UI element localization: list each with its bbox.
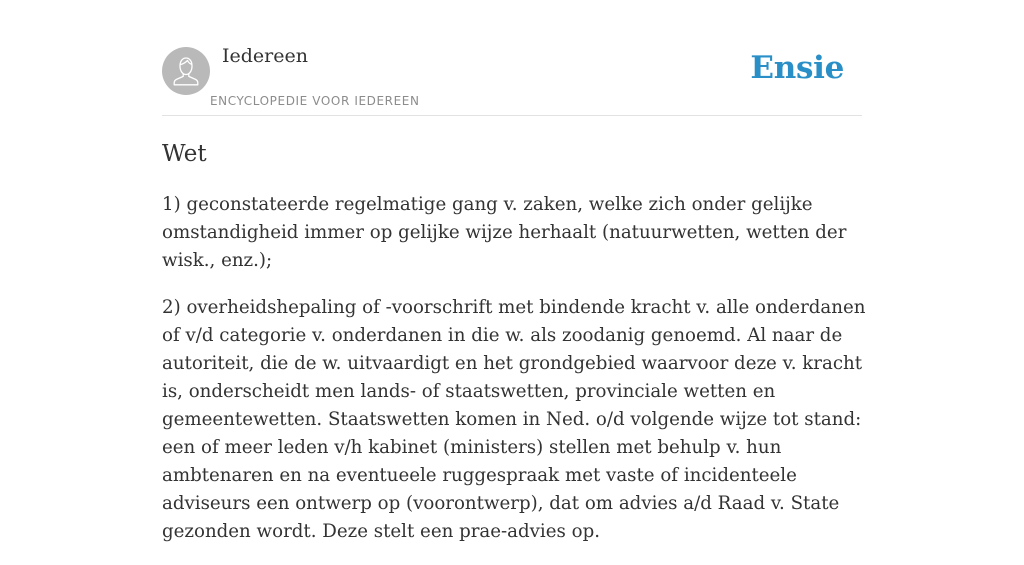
avatar-graphic (162, 47, 210, 95)
site-tagline: ENCYCLOPEDIE VOOR IEDEREEN (210, 94, 420, 108)
article-body (162, 139, 868, 565)
definition-paragraph: 2) overheidshepaling of -voorschrift met bindende kracht v. alle onderdanen of v/d categorie v. onderdanen in die w. als zoodanig genoemd. Al naar de autoriteit, die de w. uitvaardigt en het grondgebied waarvoor deze v. kracht is, onderscheidt men lands- of staatswetten, provinciale wetten en gemeentewetten. Staatswetten komen in Ned. o/d volgende wijze tot stand: een of meer leden v/h kabinet (ministers) stellen met behulp v. hun ambtenaren en na eventueele ruggespraak met vaste of incidenteele adviseurs een ontwerp op (voorontwerp), dat om advies a/d Raad v. State gezonden wordt. Deze stelt een prae-advies op. (162, 297, 866, 542)
definition-paragraph: 1) geconstateerde regelmatige gang v. zaken, welke zich onder gelijke omstandigheid immer op gelijke wijze herhaalt (natuurwetten, wetten der wisk., enz.); (162, 194, 847, 271)
user-silhouette-icon[interactable] (162, 47, 210, 95)
ensie-logo[interactable]: Ensie (750, 50, 844, 86)
site-header (162, 0, 862, 116)
page-title: Wet (162, 141, 207, 167)
author-name[interactable]: Iedereen (222, 45, 308, 67)
